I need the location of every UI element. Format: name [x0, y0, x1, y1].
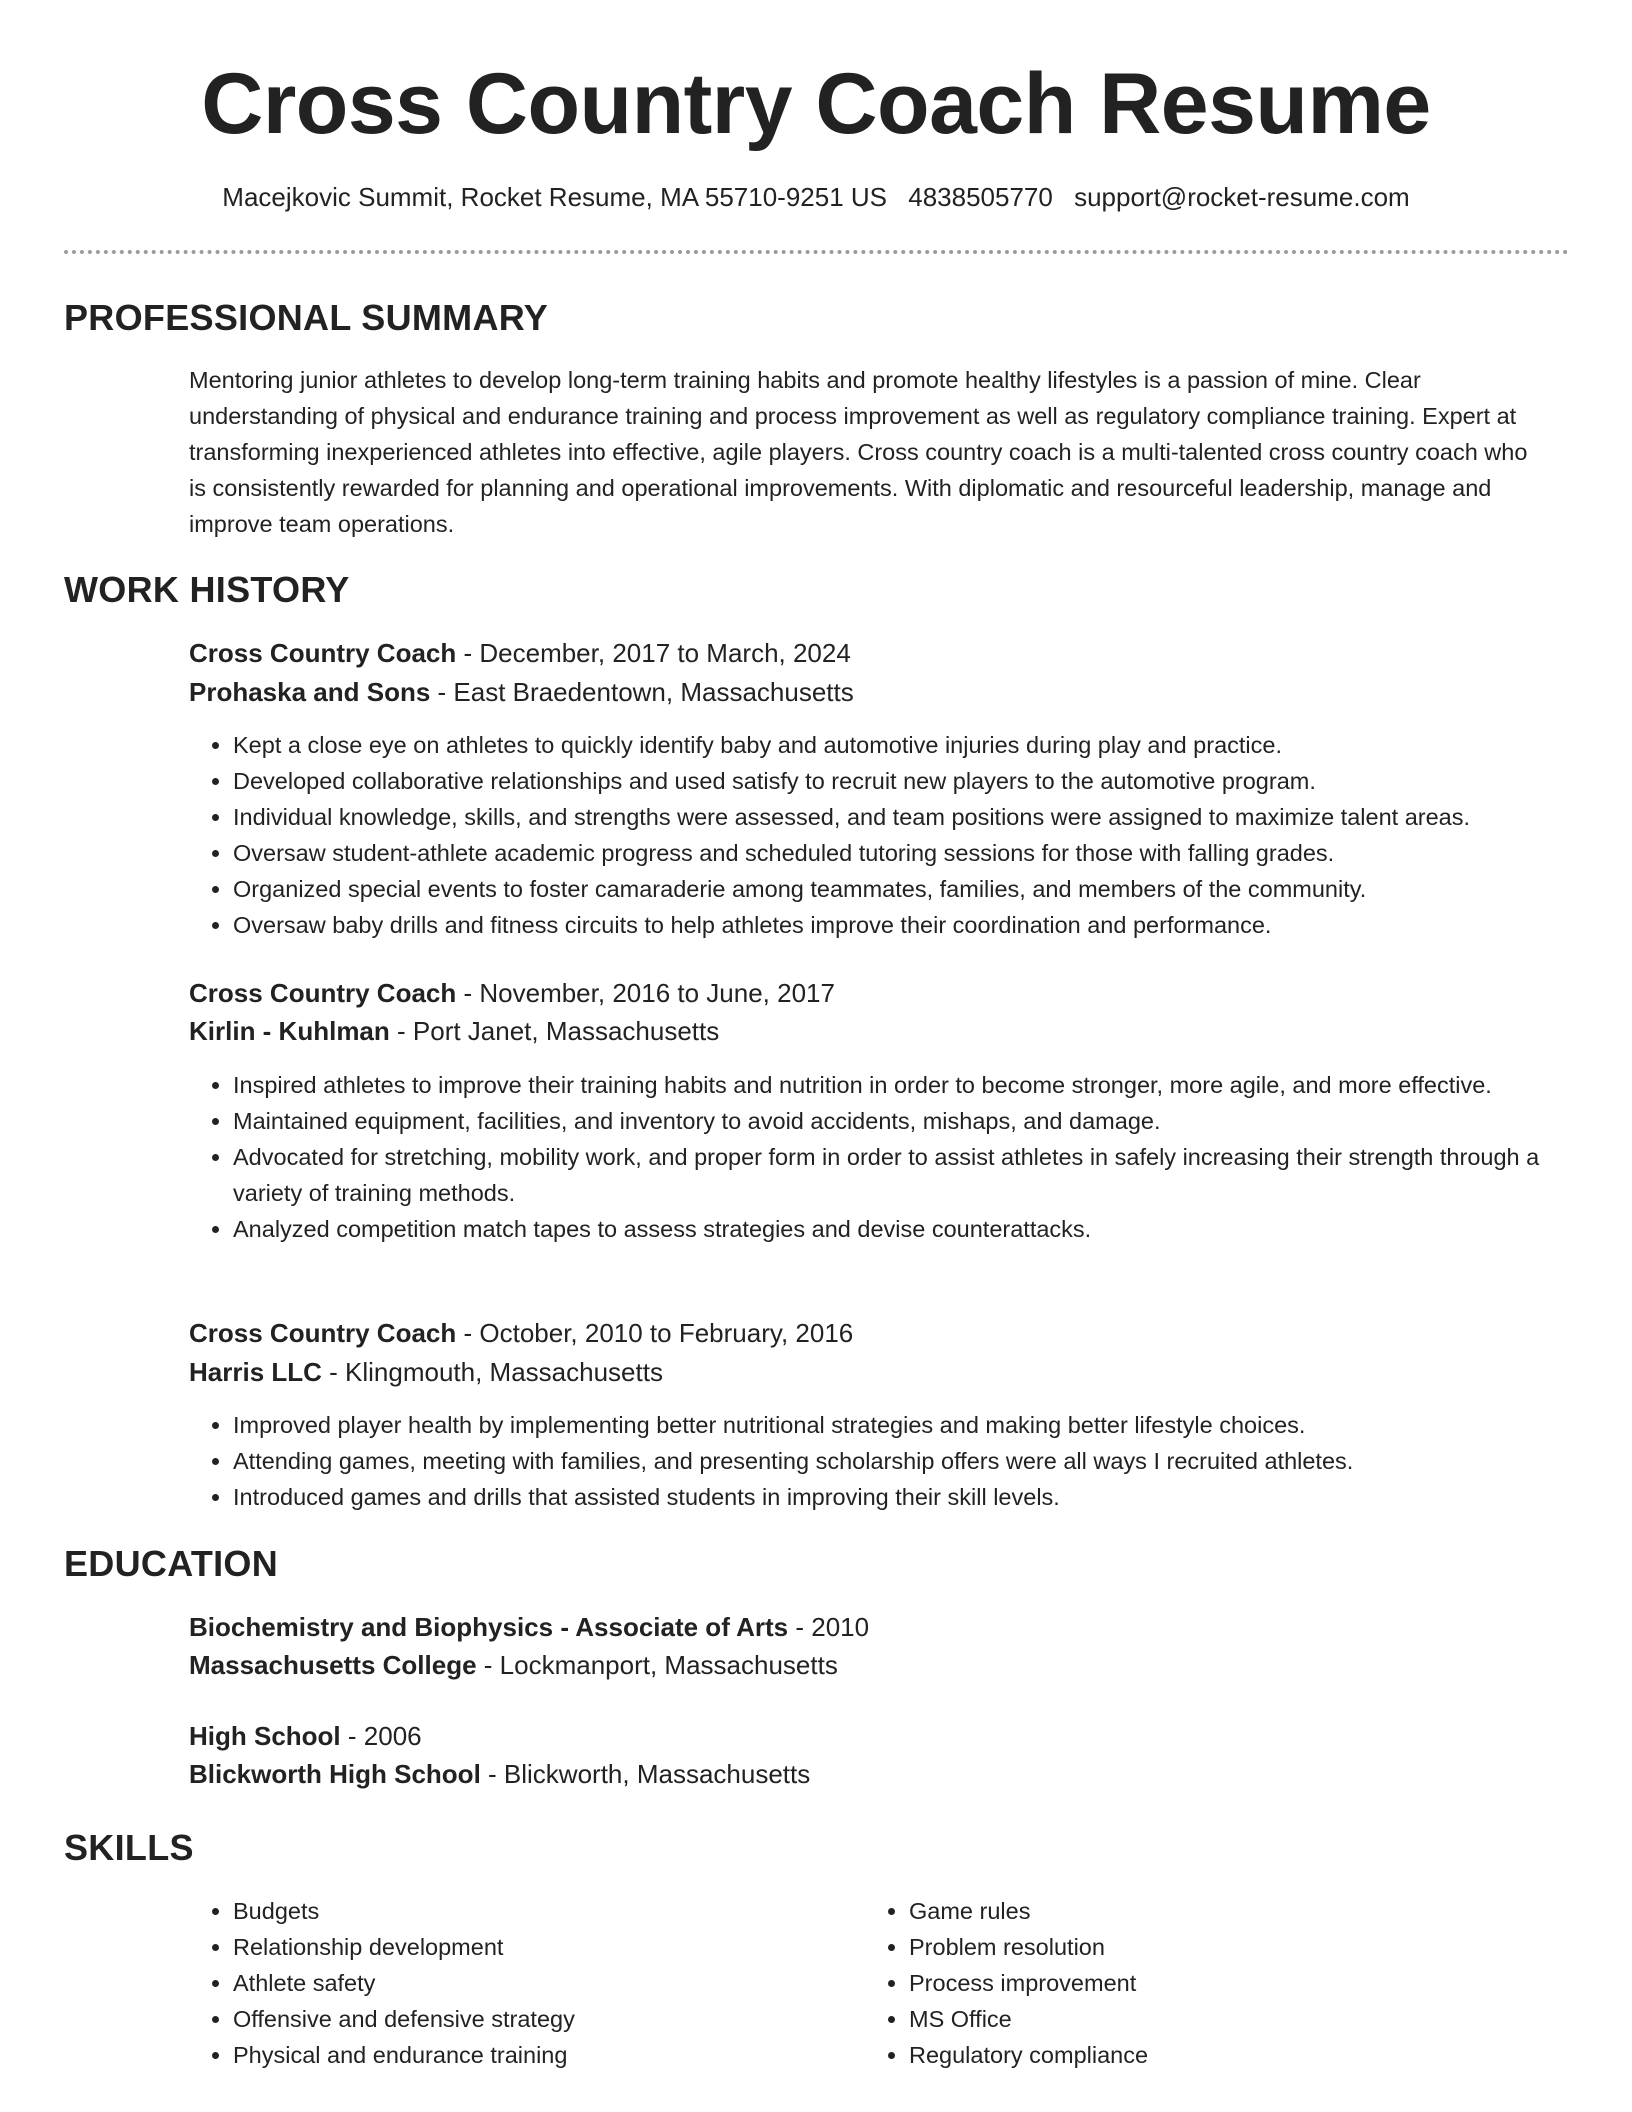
- section-title-skills: SKILLS: [64, 1827, 194, 1868]
- education-1-school: Massachusetts College: [189, 1650, 477, 1680]
- contact-phone: 4838505770: [908, 182, 1053, 212]
- job-1-company: Prohaska and Sons: [189, 677, 431, 707]
- list-item: • Improved player health by implementing better nutritional strategies and making better lifestyle choices.: [233, 1407, 1603, 1443]
- summary-text: Mentoring junior athletes to develop long-term training habits and promote healthy lifestyles is a passion of mine. Clear understanding of physical and endurance training and process improvement as well as regulatory compliance training. Expert at transforming inexperienced athletes into effective, agile players. Cross country coach is a multi-talented cross country coach who is consistently rewarded for planning and operational improvements. With diplomatic and resourceful leadership, manage and improve team operations.: [189, 367, 1528, 537]
- skill-item: • Problem resolution: [909, 1929, 1549, 1965]
- job-3-bullets: [189, 1407, 1603, 1515]
- list-item: • Developed collaborative relationships and used satisfy to recruit new players to the automotive program.: [233, 763, 1603, 799]
- job-2-role: Cross Country Coach: [189, 978, 457, 1008]
- education-1-school-line: [189, 1648, 838, 1682]
- list-item: • Oversaw student-athlete academic progress and scheduled tutoring sessions for those with falling grades.: [233, 835, 1603, 871]
- section-title-education: EDUCATION: [64, 1543, 279, 1584]
- skill-item: • Offensive and defensive strategy: [233, 2001, 873, 2037]
- list-item: • Inspired athletes to improve their training habits and nutrition in order to become stronger, more agile, and more effective.: [233, 1067, 1603, 1103]
- education-1-location: - Lockmanport, Massachusetts: [476, 1650, 838, 1680]
- job-2-company: Kirlin - Kuhlman: [189, 1016, 390, 1046]
- list-item: • Oversaw baby drills and fitness circuits to help athletes improve their coordination and performance.: [233, 907, 1603, 943]
- skill-item: • MS Office: [909, 2001, 1549, 2037]
- job-1-company-line: [189, 675, 854, 709]
- education-2-location: - Blickworth, Massachusetts: [480, 1759, 811, 1789]
- skill-item: • Regulatory compliance: [909, 2037, 1549, 2073]
- education-2-degree: High School: [189, 1721, 341, 1751]
- list-item: • Kept a close eye on athletes to quickly identify baby and automotive injuries during play and practice.: [233, 727, 1603, 763]
- job-2-location: - Port Janet, Massachusetts: [389, 1016, 720, 1046]
- education-1-year: - 2010: [788, 1612, 870, 1642]
- job-3-company: Harris LLC: [189, 1357, 322, 1387]
- job-2-dates: - November, 2016 to June, 2017: [456, 978, 835, 1008]
- job-3-header: [189, 1316, 853, 1350]
- education-1-header: [189, 1610, 869, 1644]
- list-item: • Attending games, meeting with families, and presenting scholarship offers were all ways I recruited athletes.: [233, 1443, 1603, 1479]
- skill-item: • Physical and endurance training: [233, 2037, 873, 2073]
- job-2-bullets: [189, 1067, 1603, 1247]
- job-2-company-line: [189, 1014, 719, 1048]
- job-2-header: [189, 976, 835, 1010]
- skill-item: • Budgets: [233, 1893, 873, 1929]
- contact-email: support@rocket-resume.com: [1074, 182, 1410, 212]
- job-3-dates: - October, 2010 to February, 2016: [456, 1318, 854, 1348]
- education-2-header: [189, 1719, 422, 1753]
- skill-item: • Relationship development: [233, 1929, 873, 1965]
- job-3-role: Cross Country Coach: [189, 1318, 457, 1348]
- list-item: • Organized special events to foster camaraderie among teammates, families, and members of the community.: [233, 871, 1603, 907]
- job-1-header: [189, 636, 851, 670]
- resume-title: Cross Country Coach Resume: [201, 56, 1431, 152]
- job-1-role: Cross Country Coach: [189, 638, 457, 668]
- list-item: • Advocated for stretching, mobility work, and proper form in order to assist athletes in safely increasing their strength through a variety of training methods.: [233, 1139, 1603, 1211]
- section-title-summary: PROFESSIONAL SUMMARY: [64, 297, 549, 338]
- job-3-company-line: [189, 1355, 663, 1389]
- job-1-location: - East Braedentown, Massachusetts: [430, 677, 854, 707]
- job-1-dates: - December, 2017 to March, 2024: [456, 638, 851, 668]
- education-2-school: Blickworth High School: [189, 1759, 481, 1789]
- education-2-school-line: [189, 1757, 810, 1791]
- list-item: • Analyzed competition match tapes to assess strategies and devise counterattacks.: [233, 1211, 1603, 1247]
- skill-item: • Process improvement: [909, 1965, 1549, 2001]
- section-title-work: WORK HISTORY: [64, 569, 350, 610]
- skills-list-right: [865, 1893, 1549, 2073]
- education-1-degree: Biochemistry and Biophysics - Associate of Arts: [189, 1612, 789, 1642]
- header-divider: [64, 250, 1569, 254]
- job-3-location: - Klingmouth, Massachusetts: [321, 1357, 663, 1387]
- contact-address: Macejkovic Summit, Rocket Resume, MA 55710-9251 US: [222, 182, 887, 212]
- list-item: • Individual knowledge, skills, and strengths were assessed, and team positions were assigned to maximize talent areas.: [233, 799, 1603, 835]
- contact-line: [0, 180, 1632, 214]
- list-item: • Maintained equipment, facilities, and inventory to avoid accidents, mishaps, and damage.: [233, 1103, 1603, 1139]
- job-1-bullets: [189, 727, 1603, 943]
- list-item: • Introduced games and drills that assisted students in improving their skill levels.: [233, 1479, 1603, 1515]
- skills-list-left: [189, 1893, 873, 2073]
- skill-item: • Game rules: [909, 1893, 1549, 1929]
- skill-item: • Athlete safety: [233, 1965, 873, 2001]
- education-2-year: - 2006: [340, 1721, 422, 1751]
